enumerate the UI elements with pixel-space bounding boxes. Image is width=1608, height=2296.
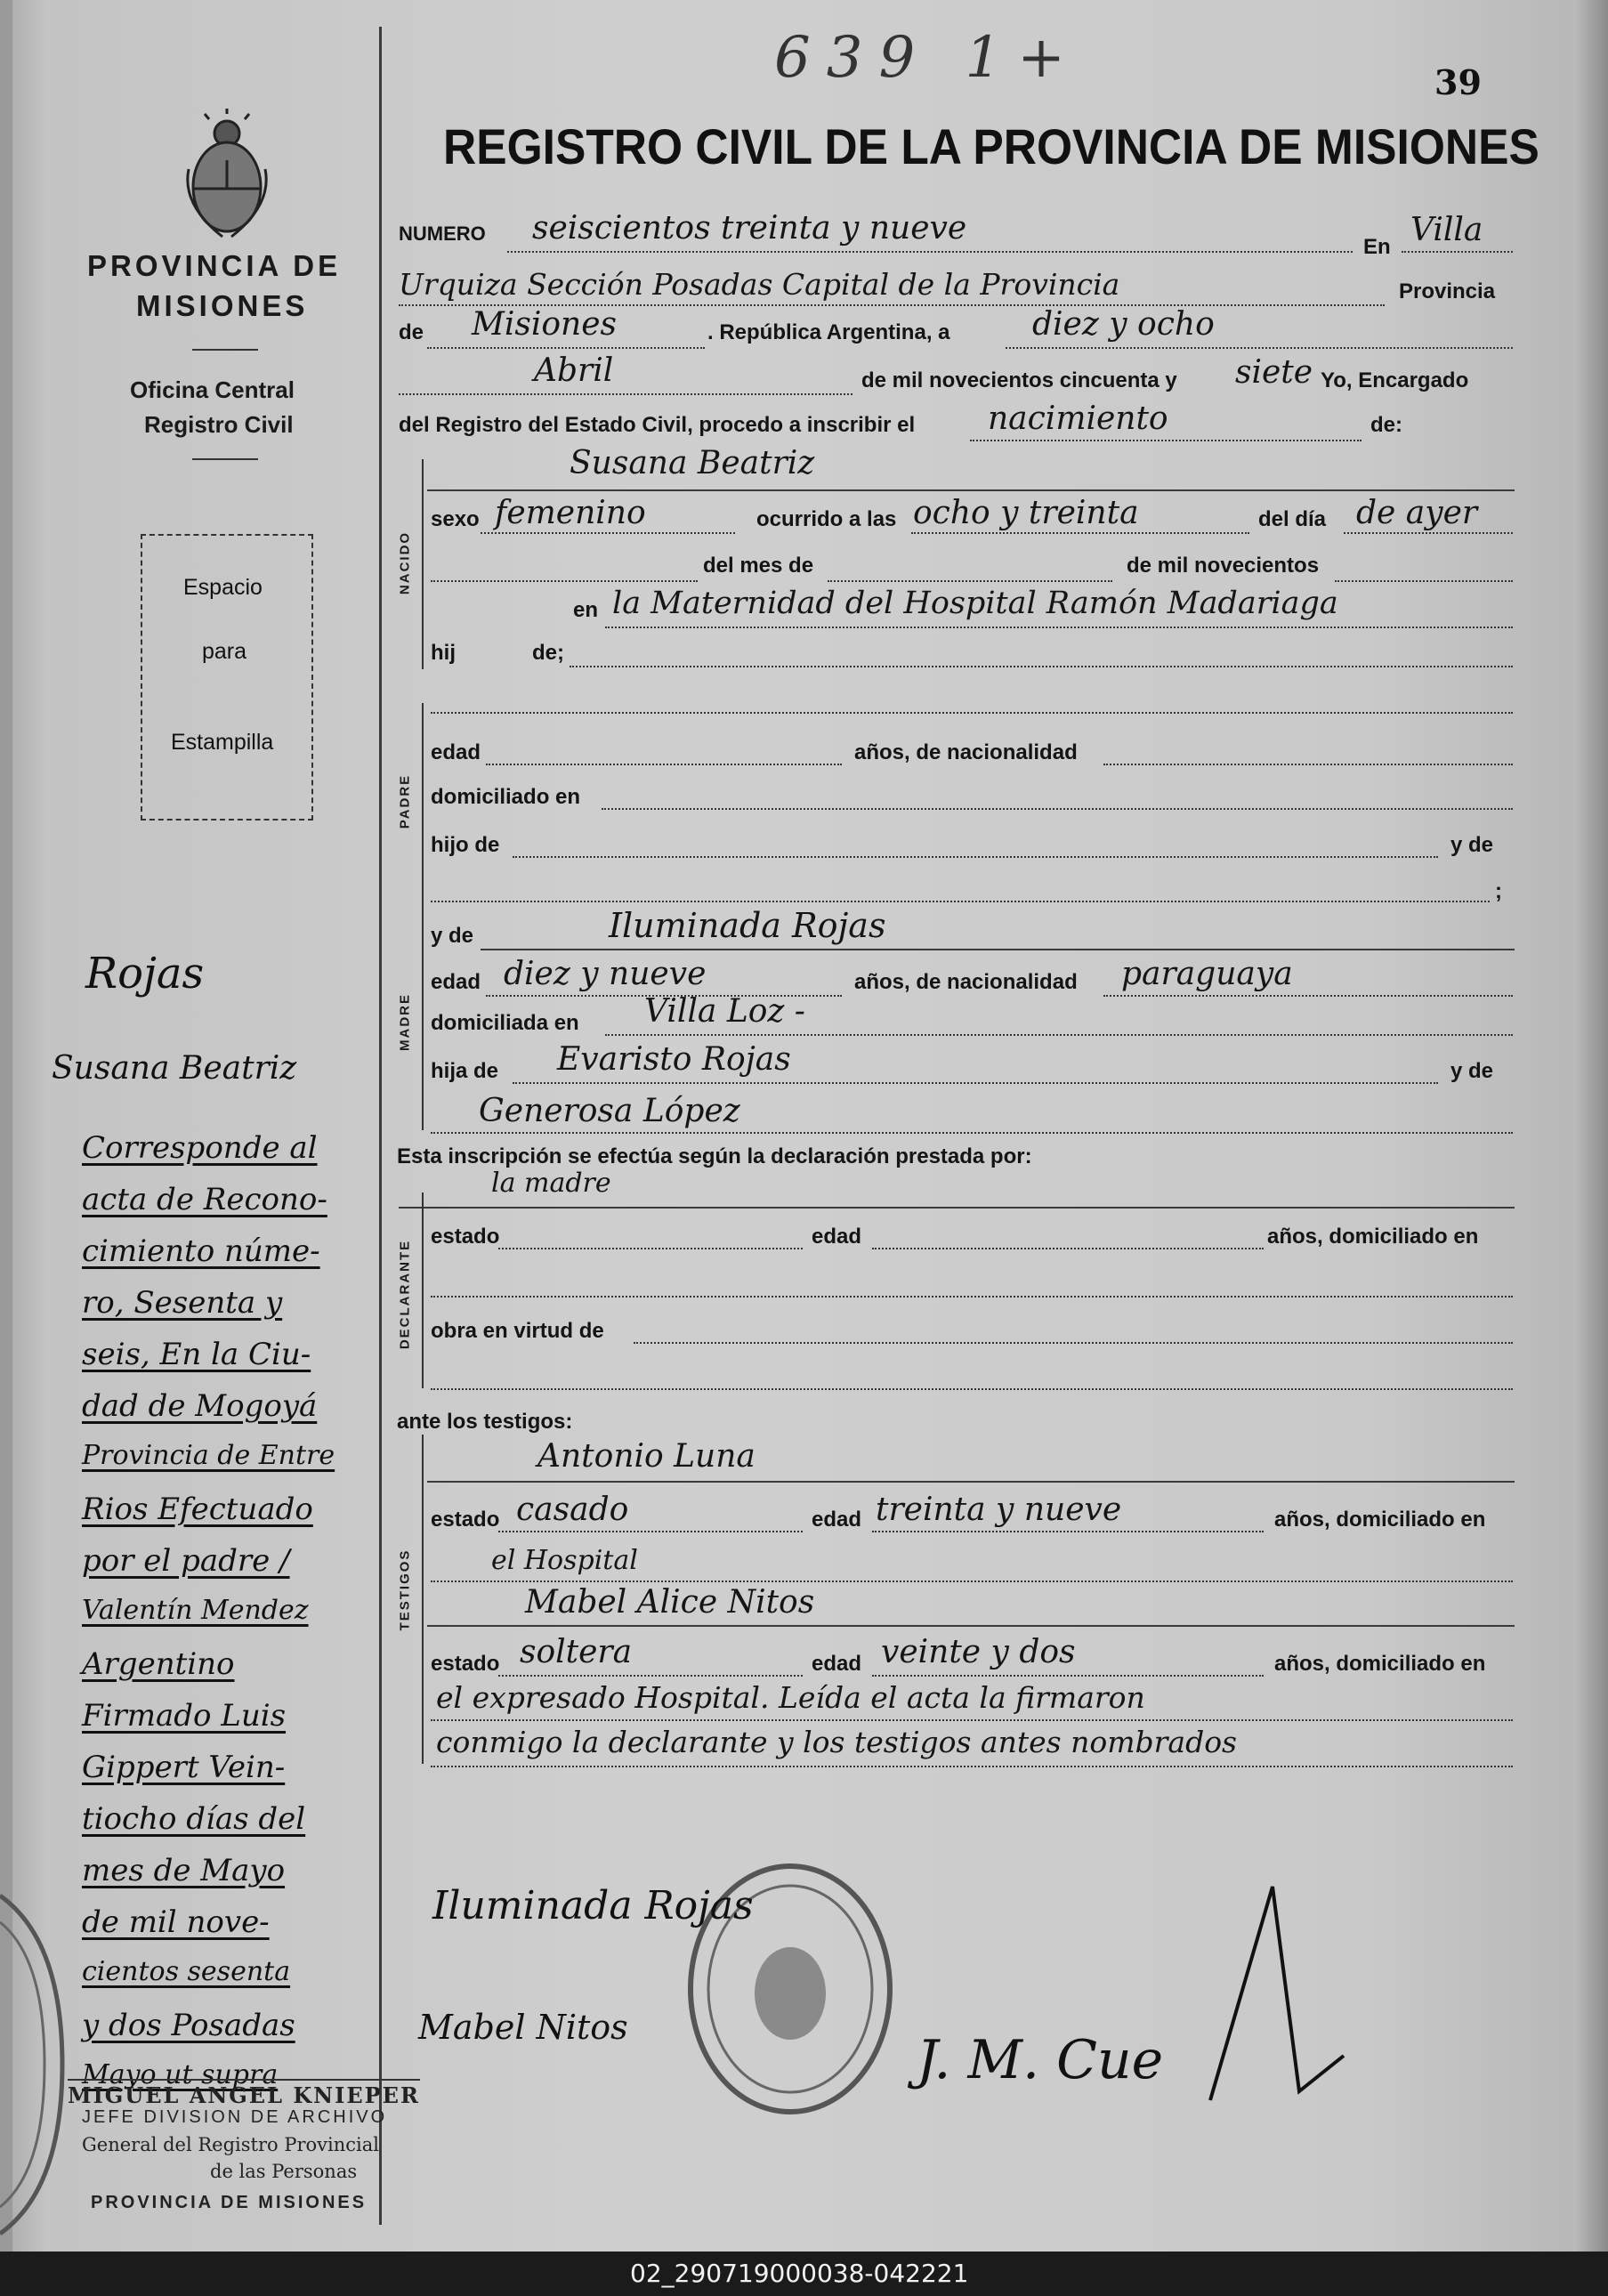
declarante-anios-label: años, domiciliado en bbox=[1267, 1225, 1479, 1249]
madre-edad-value: diez y nueve bbox=[504, 956, 707, 992]
madre-y-de-label: y de bbox=[431, 924, 474, 948]
sexo-label: sexo bbox=[431, 507, 480, 531]
testigos-bracket bbox=[422, 1435, 424, 1764]
declaracion-value: la madre bbox=[491, 1168, 611, 1199]
madre-domicilio-dots bbox=[605, 1034, 1513, 1036]
madre-nacionalidad-label: años, de nacionalidad bbox=[854, 970, 1078, 994]
en-dots bbox=[1402, 251, 1513, 253]
mes-dots-3 bbox=[1335, 580, 1513, 582]
numero-value: seiscientos treinta y nueve bbox=[532, 210, 967, 247]
declarante-extra-dots bbox=[431, 1296, 1513, 1298]
declarante-edad-dots bbox=[872, 1248, 1264, 1249]
margin-surname: Rojas bbox=[85, 949, 205, 998]
margin-note-line: mes de Mayo bbox=[82, 1853, 286, 1888]
margin-note-line: cimiento núme- bbox=[82, 1233, 320, 1269]
header-rule-1 bbox=[192, 349, 258, 351]
padre-top-dots bbox=[431, 712, 1513, 714]
ante-label: ante los testigos: bbox=[397, 1410, 573, 1434]
del-dia-label: del día bbox=[1258, 507, 1327, 531]
margin-note-line: y dos Posadas bbox=[82, 2008, 295, 2043]
de-colon: de: bbox=[1370, 413, 1402, 437]
declarante-estado-dots bbox=[498, 1248, 803, 1249]
top-handwritten-number: 639 1+ bbox=[774, 25, 1081, 91]
t2-edad: veinte y dos bbox=[881, 1634, 1076, 1670]
office-line-2: Registro Civil bbox=[144, 411, 294, 438]
margin-note-line: Provincia de Entre bbox=[82, 1440, 335, 1471]
padre-domiciliado-label: domiciliado en bbox=[431, 785, 581, 809]
margin-note-line: Rios Efectuado bbox=[82, 1492, 313, 1527]
margin-note-line: acta de Recono- bbox=[82, 1182, 327, 1217]
margin-note-line: Mayo ut supra bbox=[82, 2059, 279, 2090]
madre-madre-value: Generosa López bbox=[479, 1093, 740, 1129]
t2-name-rule bbox=[427, 1625, 1515, 1627]
t1-estado-label: estado bbox=[431, 1508, 500, 1532]
nacido-bracket bbox=[422, 459, 424, 669]
sexo-value: femenino bbox=[495, 495, 646, 531]
declarante-bottom-dots bbox=[431, 1388, 1513, 1390]
province-line-2: MISIONES bbox=[136, 289, 309, 322]
padre-extra-dots bbox=[431, 901, 1490, 902]
right-edge bbox=[1573, 0, 1608, 2252]
month-dots bbox=[399, 393, 852, 395]
t1-estado-dots bbox=[498, 1531, 803, 1532]
declarante-tab: DECLARANTE bbox=[397, 1239, 413, 1350]
closing-text: conmigo la declarante y los testigos antes nombrados bbox=[436, 1725, 1237, 1759]
margin-given: Susana Beatriz bbox=[52, 1050, 297, 1087]
republica-label: . República Argentina, a bbox=[707, 320, 950, 344]
official-stamp-line-1: MIGUEL ANGEL KNIEPER bbox=[68, 2079, 420, 2108]
margin-note-line: dad de Mogoyá bbox=[82, 1388, 318, 1424]
madre-y-de-label-2: y de bbox=[1450, 1059, 1494, 1083]
vertical-divider bbox=[379, 27, 382, 2225]
madre-domicilio-value: Villa Loz - bbox=[644, 993, 805, 1030]
signature-flourish-icon bbox=[1192, 1878, 1353, 2109]
anio-label: de mil novecientos cincuenta y bbox=[861, 368, 1177, 392]
madre-bracket bbox=[422, 917, 424, 1130]
t2-name: Mabel Alice Nitos bbox=[525, 1584, 815, 1621]
madre-edad-label: edad bbox=[431, 970, 481, 994]
novecientos-label: de mil novecientos bbox=[1127, 554, 1320, 578]
signature-1: Iluminada Rojas bbox=[432, 1883, 754, 1928]
declaracion-label: Esta inscripción se efectúa según la declaración prestada por: bbox=[397, 1144, 1032, 1168]
acto-value: nacimiento bbox=[988, 400, 1168, 437]
madre-name-rule bbox=[481, 949, 1515, 950]
madre-madre-dots bbox=[431, 1132, 1513, 1134]
madre-domiciliada-label: domiciliada en bbox=[431, 1011, 579, 1035]
provincia-label: Provincia bbox=[1399, 279, 1496, 303]
signature-2: Mabel Nitos bbox=[418, 2008, 628, 2047]
t2-estado-dots bbox=[498, 1675, 803, 1677]
official-stamp-line-3: General del Registro Provincial bbox=[82, 2134, 379, 2155]
acto-dots bbox=[970, 440, 1362, 441]
place-value: Urquiza Sección Posadas Capital de la Provincia bbox=[399, 267, 1120, 302]
hij-label: hij bbox=[431, 641, 456, 665]
padre-edad-dots bbox=[486, 764, 842, 765]
margin-note-line: por el padre / bbox=[82, 1543, 290, 1579]
declarante-obra-dots bbox=[634, 1342, 1513, 1344]
dia-value: de ayer bbox=[1356, 495, 1478, 531]
mes-dots-2 bbox=[828, 580, 1112, 582]
file-id: 02_290719000038-042221 bbox=[630, 2259, 969, 2288]
page-number: 39 bbox=[1434, 62, 1482, 102]
t1-name: Antonio Luna bbox=[537, 1438, 756, 1475]
hora-dots bbox=[911, 532, 1249, 534]
t2-edad-dots bbox=[872, 1675, 1264, 1677]
madre-tab: MADRE bbox=[397, 993, 413, 1051]
t1-domicilio: el Hospital bbox=[491, 1545, 638, 1576]
t1-edad: treinta y nueve bbox=[876, 1492, 1122, 1528]
madre-nacionalidad-dots bbox=[1103, 995, 1513, 997]
madre-name: Iluminada Rojas bbox=[609, 906, 886, 945]
en-label: En bbox=[1363, 235, 1391, 259]
margin-note-line: de mil nove- bbox=[82, 1904, 270, 1940]
month-value: Abril bbox=[534, 352, 614, 389]
padre-hijo-label: hijo de bbox=[431, 833, 500, 857]
official-stamp-line-2: JEFE DIVISION DE ARCHIVO bbox=[82, 2107, 388, 2127]
stamp-box-line-3: Estampilla bbox=[171, 730, 274, 755]
dia-dots bbox=[1344, 532, 1513, 534]
official-stamp-line-4: de las Personas bbox=[210, 2161, 358, 2182]
numero-label: NUMERO bbox=[399, 222, 486, 245]
numero-dots bbox=[507, 251, 1353, 253]
t1-domicilio-dots bbox=[431, 1581, 1513, 1582]
margin-note-line: seis, En la Ciu- bbox=[82, 1337, 311, 1372]
page-title: REGISTRO CIVIL DE LA PROVINCIA DE MISIONES bbox=[443, 118, 1539, 174]
hora-value: ocho y treinta bbox=[913, 495, 1139, 531]
signature-3: J. M. Cue bbox=[917, 2029, 1164, 2091]
margin-note-line: tiocho días del bbox=[82, 1801, 306, 1837]
padre-nacionalidad-dots bbox=[1103, 764, 1513, 765]
official-stamp-line-5: PROVINCIA DE MISIONES bbox=[91, 2193, 368, 2212]
declarante-edad-label: edad bbox=[812, 1225, 862, 1249]
declarante-bracket bbox=[422, 1192, 424, 1388]
padre-edad-label: edad bbox=[431, 740, 481, 764]
province-line-1: PROVINCIA DE bbox=[87, 249, 342, 282]
date-dots bbox=[1006, 347, 1513, 349]
t1-edad-label: edad bbox=[812, 1508, 862, 1532]
t2-edad-label: edad bbox=[812, 1652, 862, 1676]
margin-note-line: ro, Sesenta y bbox=[82, 1285, 283, 1321]
hij-dots bbox=[570, 666, 1513, 667]
t1-name-rule bbox=[427, 1481, 1515, 1483]
padre-nacionalidad-label: años, de nacionalidad bbox=[854, 740, 1078, 764]
t2-domicilio: el expresado Hospital. Leída el acta la firmaron bbox=[436, 1680, 1145, 1715]
margin-note-line: cientos sesenta bbox=[82, 1956, 291, 1987]
t1-edad-dots bbox=[872, 1531, 1264, 1532]
padre-bracket bbox=[422, 703, 424, 917]
closing-dots bbox=[431, 1766, 1513, 1767]
margin-note-line: Valentín Mendez bbox=[82, 1595, 309, 1626]
t2-domicilio-dots bbox=[431, 1719, 1513, 1721]
yo-label: Yo, Encargado bbox=[1321, 368, 1469, 392]
date-day: diez y ocho bbox=[1032, 306, 1215, 343]
madre-padre-value: Evaristo Rojas bbox=[557, 1041, 791, 1078]
padre-tab: PADRE bbox=[397, 773, 413, 829]
margin-note-line: Corresponde al bbox=[82, 1130, 318, 1166]
provincia-value: Misiones bbox=[472, 306, 618, 343]
partial-seal-icon bbox=[0, 1887, 71, 2243]
padre-hijo-dots bbox=[513, 856, 1438, 858]
registro-label: del Registro del Estado Civil, procedo a inscribir el bbox=[399, 413, 916, 437]
padre-semicolon: ; bbox=[1495, 879, 1502, 903]
margin-note-line: Firmado Luis bbox=[82, 1698, 287, 1734]
en-value: Villa bbox=[1410, 212, 1483, 248]
mes-label: del mes de bbox=[703, 554, 814, 578]
nacido-name: Susana Beatriz bbox=[570, 445, 815, 481]
hij-de-label: de; bbox=[532, 641, 564, 665]
madre-padre-dots bbox=[513, 1082, 1438, 1084]
t2-estado: soltera bbox=[520, 1634, 633, 1670]
lugar-dots bbox=[605, 627, 1513, 628]
stamp-box-line-1: Espacio bbox=[183, 575, 263, 600]
padre-y-de-label: y de bbox=[1450, 833, 1494, 857]
declaracion-rule bbox=[399, 1207, 1515, 1209]
provincia-dots bbox=[427, 347, 705, 349]
margin-note-line: Gippert Vein- bbox=[82, 1750, 286, 1785]
mes-dots-1 bbox=[431, 580, 698, 582]
lugar-value: la Maternidad del Hospital Ramón Madariaga bbox=[612, 586, 1338, 621]
t2-anios-label: años, domiciliado en bbox=[1274, 1652, 1486, 1676]
header-rule-2 bbox=[192, 458, 258, 460]
nacido-tab: NACIDO bbox=[397, 530, 413, 595]
de-label: de bbox=[399, 320, 424, 344]
t2-estado-label: estado bbox=[431, 1652, 500, 1676]
anio-value: siete bbox=[1235, 354, 1313, 391]
margin-note-line: Argentino bbox=[82, 1646, 235, 1682]
declarante-obra-label: obra en virtud de bbox=[431, 1319, 604, 1343]
sexo-dots bbox=[481, 532, 735, 534]
nacido-en-label: en bbox=[573, 598, 599, 622]
nacido-name-rule bbox=[427, 489, 1515, 491]
stamp-box-line-2: para bbox=[202, 639, 247, 664]
ocurrido-label: ocurrido a las bbox=[756, 507, 897, 531]
madre-nacionalidad-value: paraguaya bbox=[1121, 956, 1293, 992]
office-line-1: Oficina Central bbox=[130, 376, 295, 403]
coat-of-arms-icon bbox=[178, 107, 276, 240]
declarante-estado-label: estado bbox=[431, 1225, 500, 1249]
t1-estado: casado bbox=[516, 1492, 629, 1528]
padre-domiciliado-dots bbox=[602, 808, 1513, 810]
testigos-tab: TESTIGOS bbox=[397, 1548, 413, 1631]
madre-hija-label: hija de bbox=[431, 1059, 499, 1083]
t1-anios-label: años, domiciliado en bbox=[1274, 1508, 1486, 1532]
